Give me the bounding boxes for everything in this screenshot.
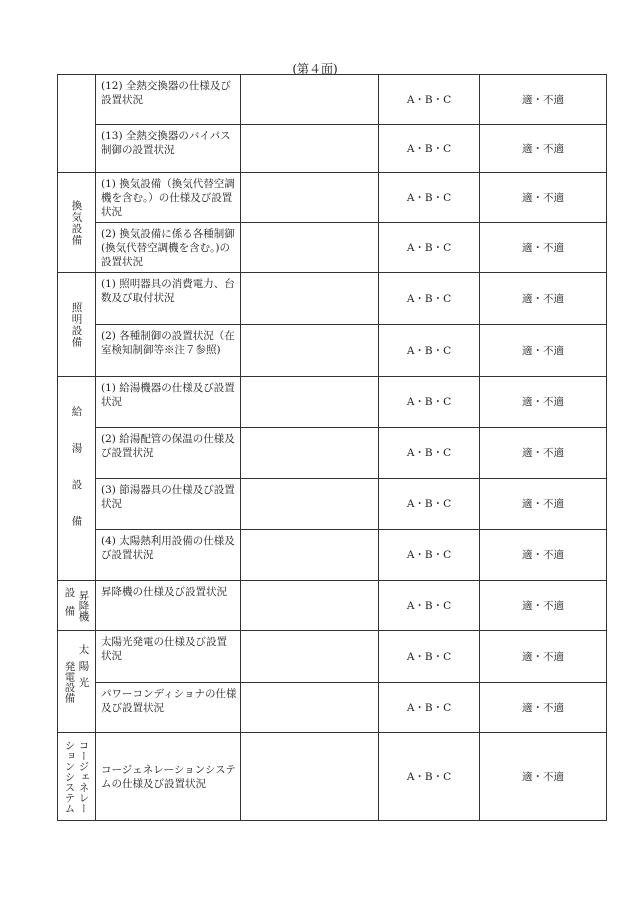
judge-cell[interactable]: 適・不適 — [480, 325, 607, 377]
judge-cell[interactable]: 適・不適 — [480, 530, 607, 581]
item-text: (3) 節湯器具の仕様及び設置状況 — [101, 484, 235, 510]
item-cell — [96, 223, 241, 273]
grade-cell[interactable]: A・B・C — [379, 530, 480, 581]
grade-cell[interactable]: A・B・C — [379, 683, 480, 733]
note-cell[interactable] — [241, 479, 379, 530]
judge-cell[interactable]: 適・不適 — [480, 377, 607, 428]
judge-cell[interactable]: 適・不適 — [480, 273, 607, 325]
note-cell[interactable] — [241, 530, 379, 581]
table-row — [58, 75, 607, 125]
category-solar — [58, 631, 96, 733]
item-cell — [96, 325, 241, 377]
item-cell — [96, 75, 241, 125]
grade-cell[interactable]: A・B・C — [379, 428, 480, 479]
item-text: (12) 全熱交換器の仕様及び設置状況 — [101, 80, 231, 106]
table-row — [58, 325, 607, 377]
category-cell-continued — [58, 75, 96, 173]
table-row — [58, 683, 607, 733]
judge-cell[interactable]: 適・不適 — [480, 581, 607, 631]
note-cell[interactable] — [241, 173, 379, 223]
judge-cell[interactable]: 適・不適 — [480, 733, 607, 821]
item-text: (4) 太陽熱利用設備の仕様及び設置状況 — [101, 535, 235, 561]
page-number: (第４面) — [292, 62, 338, 76]
note-cell[interactable] — [241, 631, 379, 683]
category-label: 設備 — [63, 587, 76, 624]
item-text: (2) 給湯配管の保温の仕様及び設置状況 — [101, 433, 235, 459]
note-cell[interactable] — [241, 377, 379, 428]
note-cell[interactable] — [241, 223, 379, 273]
table-row — [58, 273, 607, 325]
judge-cell[interactable]: 適・不適 — [480, 479, 607, 530]
category-label: 照明設備 — [70, 301, 83, 348]
judge-cell[interactable]: 適・不適 — [480, 631, 607, 683]
grade-cell[interactable]: A・B・C — [379, 223, 480, 273]
grade-cell[interactable]: A・B・C — [379, 325, 480, 377]
grade-cell[interactable]: A・B・C — [379, 377, 480, 428]
table-row — [58, 581, 607, 631]
grade-cell[interactable]: A・B・C — [379, 479, 480, 530]
note-cell[interactable] — [241, 273, 379, 325]
item-text: (1) 照明器具の消費電力、台数及び取付状況 — [101, 278, 235, 304]
table-row — [58, 733, 607, 821]
note-cell[interactable] — [241, 428, 379, 479]
category-label: 発電設備 — [63, 660, 76, 703]
category-label: 給湯設備 — [70, 405, 83, 552]
grade-cell[interactable]: A・B・C — [379, 75, 480, 125]
category-hot-water — [58, 377, 96, 581]
grade-cell[interactable]: A・B・C — [379, 581, 480, 631]
item-cell — [96, 631, 241, 683]
grade-cell[interactable]: A・B・C — [379, 273, 480, 325]
category-label: 昇降機 — [77, 589, 90, 622]
grade-cell[interactable]: A・B・C — [379, 733, 480, 821]
note-cell[interactable] — [241, 125, 379, 173]
table-row — [58, 631, 607, 683]
category-label: 換気設備 — [70, 199, 83, 246]
table-row — [58, 530, 607, 581]
item-cell — [96, 683, 241, 733]
item-text: コージェネレーションシステムの仕様及び設置状況 — [101, 764, 236, 790]
item-text: (1) 給湯機器の仕様及び設置状況 — [101, 382, 235, 408]
item-text: (2) 各種制御の設置状況（在室検知制御等※注７参照) — [101, 330, 235, 356]
table-row — [58, 428, 607, 479]
item-cell — [96, 479, 241, 530]
category-cogeneration — [58, 733, 96, 821]
item-cell — [96, 273, 241, 325]
judge-cell[interactable]: 適・不適 — [480, 223, 607, 273]
judge-cell[interactable]: 適・不適 — [480, 428, 607, 479]
item-cell — [96, 428, 241, 479]
note-cell[interactable] — [241, 733, 379, 821]
grade-cell[interactable]: A・B・C — [379, 631, 480, 683]
item-text: (2) 換気設備に係る各種制御(換気代替空調機を含む。)の設置状況 — [101, 228, 235, 268]
grade-cell[interactable]: A・B・C — [379, 173, 480, 223]
category-elevator — [58, 581, 96, 631]
category-lighting — [58, 273, 96, 377]
grade-cell[interactable]: A・B・C — [379, 125, 480, 173]
note-cell[interactable] — [241, 75, 379, 125]
item-cell — [96, 173, 241, 223]
category-label: コージェネレー — [77, 739, 90, 814]
item-text: パワーコンディショナの仕様及び設置状況 — [101, 688, 237, 714]
note-cell[interactable] — [241, 683, 379, 733]
item-cell — [96, 530, 241, 581]
category-label: ションシステム — [63, 739, 76, 814]
item-text: (13) 全熱交換器のバイパス制御の設置状況 — [101, 130, 231, 156]
table-row — [58, 223, 607, 273]
judge-cell[interactable]: 適・不適 — [480, 683, 607, 733]
category-label: 太陽光 — [77, 643, 90, 694]
judge-cell[interactable]: 適・不適 — [480, 125, 607, 173]
item-cell — [96, 581, 241, 631]
category-ventilation — [58, 173, 96, 273]
item-text: 昇降機の仕様及び設置状況 — [101, 586, 227, 598]
table-row — [58, 479, 607, 530]
table-row — [58, 173, 607, 223]
judge-cell[interactable]: 適・不適 — [480, 75, 607, 125]
inspection-table — [57, 74, 607, 821]
item-text: 太陽光発電の仕様及び設置状況 — [101, 636, 227, 662]
item-text: (1) 換気設備（換気代替空調機を含む。）の仕様及び設置状況 — [101, 178, 235, 218]
table-row — [58, 125, 607, 173]
judge-cell[interactable]: 適・不適 — [480, 173, 607, 223]
item-cell — [96, 733, 241, 821]
note-cell[interactable] — [241, 325, 379, 377]
note-cell[interactable] — [241, 581, 379, 631]
item-cell — [96, 125, 241, 173]
item-cell — [96, 377, 241, 428]
table-row — [58, 377, 607, 428]
